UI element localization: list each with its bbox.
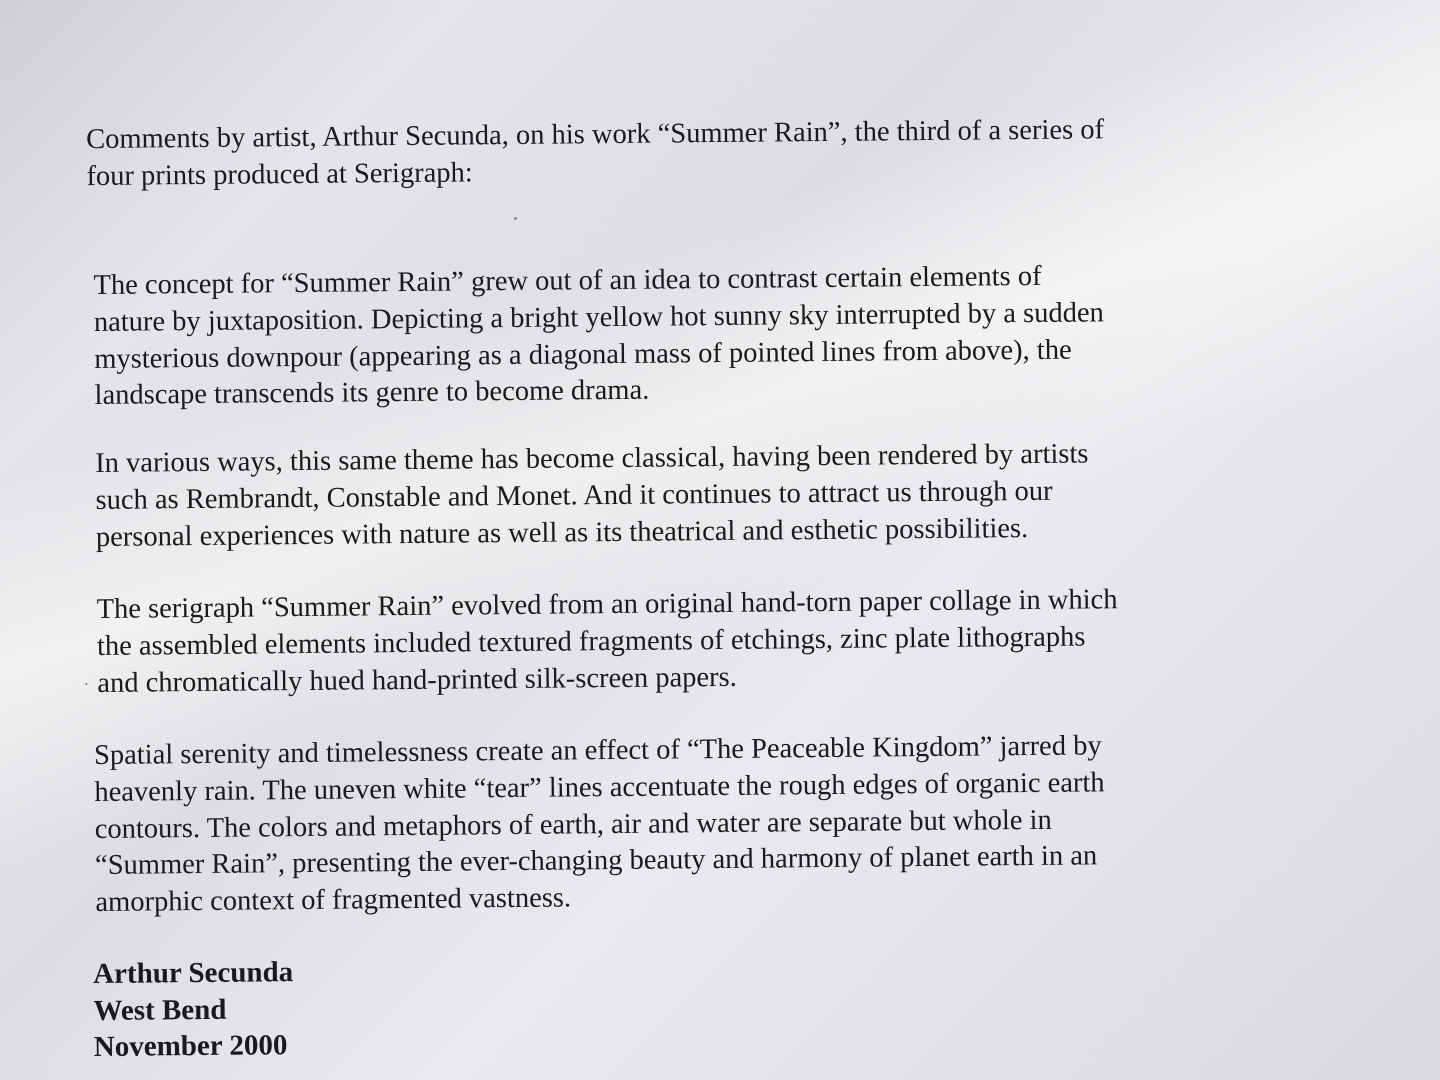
paragraph-line: landscape transcends its genre to become drama. (94, 375, 650, 412)
paragraph-line: such as Rembrandt, Constable and Monet. And it continues to attract us through our (95, 475, 1053, 516)
paragraph-line: The serigraph “Summer Rain” evolved from an original hand-torn paper collage in which (96, 584, 1118, 625)
intro-line: four prints produced at Serigraph: (86, 157, 473, 192)
paragraph-concept (93, 258, 1104, 415)
paragraph-line: Spatial serenity and timelessness create an effect of “The Peaceable Kingdom” jarred by (93, 730, 1102, 772)
paragraph-line: The concept for “Summer Rain” grew out of an idea to contrast certain elements of (93, 260, 1042, 302)
paragraph-line: In various ways, this same theme has become classical, having been rendered by artists (95, 438, 1089, 479)
intro-heading (86, 112, 1105, 195)
paragraph-line: personal experiences with nature as well as its theatrical and esthetic possibilities. (95, 512, 1029, 553)
paragraph-line: the assembled elements included textured fragments of etchings, zinc plate lithographs (96, 621, 1086, 662)
paragraph-classical-theme (95, 436, 1089, 556)
paragraph-line: nature by juxtaposition. Depicting a bright yellow hot sunny sky interrupted by a sudden (93, 297, 1104, 338)
paragraph-serenity (94, 728, 1106, 922)
paper-speck (514, 217, 517, 220)
paragraph-line: contours. The colors and metaphors of earth, air and water are separate but whole in (94, 804, 1052, 845)
paragraph-serigraph-origin (96, 582, 1118, 702)
signature-date: November 2000 (93, 1029, 288, 1064)
signature-name: Arthur Secunda (92, 956, 294, 991)
paragraph-line: mysterious downpour (appearing as a diagonal mass of pointed lines from above), the (94, 334, 1072, 375)
paragraph-line: “Summer Rain”, presenting the ever-changing beauty and harmony of planet earth in an (94, 840, 1098, 882)
paragraph-line: and chromatically hued hand-printed silk-screen papers. (97, 661, 737, 699)
paragraph-line: amorphic context of fragmented vastness. (95, 882, 572, 919)
paragraph-line: heavenly rain. The uneven white “tear” lines accentuate the rough edges of organic earth (94, 767, 1105, 808)
signature-place: West Bend (93, 993, 227, 1027)
paper-speck (85, 683, 87, 685)
signature-block (93, 954, 294, 1065)
intro-line: Comments by artist, Arthur Secunda, on his work “Summer Rain”, the third of a series of (85, 114, 1105, 156)
